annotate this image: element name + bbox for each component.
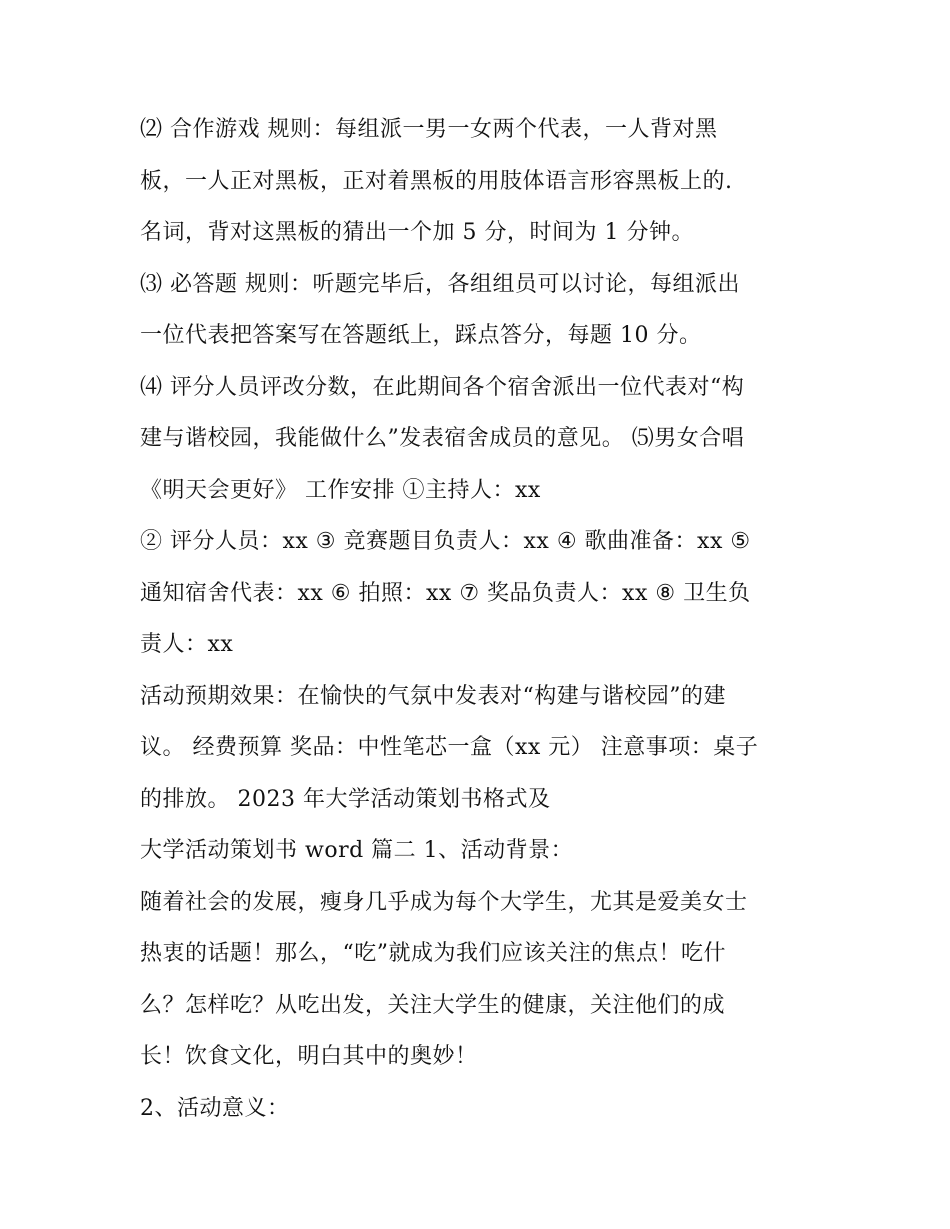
text-line: 热衷的话题！那么，“吃”就成为我们应该关注的焦点！吃什	[140, 941, 726, 966]
text-line: 2、活动意义：	[140, 1095, 290, 1121]
text-line: ⑵ 合作游戏 规则：每组派一男一女两个代表，一人背对黑	[140, 117, 718, 142]
text-line: ⑷ 评分人员评改分数，在此期间各个宿舍派出一位代表对“构	[140, 374, 745, 400]
text-line: 名词，背对这黑板的猜出一个加 5 分，时间为 1 分钟。	[140, 220, 694, 245]
text-line: 随着社会的发展，瘦身几乎成为每个大学生，尤其是爱美女士	[140, 889, 748, 915]
text-line: 板，一人正对黑板，正对着黑板的用肢体语言形容黑板上的.	[140, 168, 733, 194]
text-line: 活动预期效果：在愉快的气氛中发表对“构建与谐校园”的建	[140, 683, 726, 709]
text-line: 的排放。 2023 年大学活动策划书格式及	[140, 786, 551, 812]
text-line: 《明天会更好》 工作安排 ①主持人：xx	[140, 477, 541, 503]
document-body	[140, 104, 820, 1134]
text-line: 长！饮食文化，明白其中的奥妙！	[140, 1044, 478, 1069]
text-line: ② 评分人员：xx ③ 竞赛题目负责人：xx ④ 歌曲准备：xx ⑤	[140, 529, 751, 554]
text-line: 一位代表把答案写在答题纸上，踩点答分，每题 10 分。	[140, 323, 702, 348]
text-line: 责人：xx	[140, 632, 234, 657]
text-line: 大学活动策划书 word 篇二 1、活动背景：	[140, 838, 574, 863]
text-line: 么？怎样吃？从吃出发，关注大学生的健康，关注他们的成	[140, 992, 726, 1018]
text-line: 议。 经费预算 奖品：中性笔芯一盒（xx 元） 注意事项：桌子	[140, 735, 759, 760]
text-line: ⑶ 必答题 规则：听题完毕后，各组组员可以讨论，每组派出	[140, 271, 740, 297]
text-line: 通知宿舍代表：xx ⑥ 拍照：xx ⑦ 奖品负责人：xx ⑧ 卫生负	[140, 580, 751, 606]
text-line: 建与谐校园，我能做什么”发表宿舍成员的意见。 ⑸男女合唱	[140, 426, 745, 451]
